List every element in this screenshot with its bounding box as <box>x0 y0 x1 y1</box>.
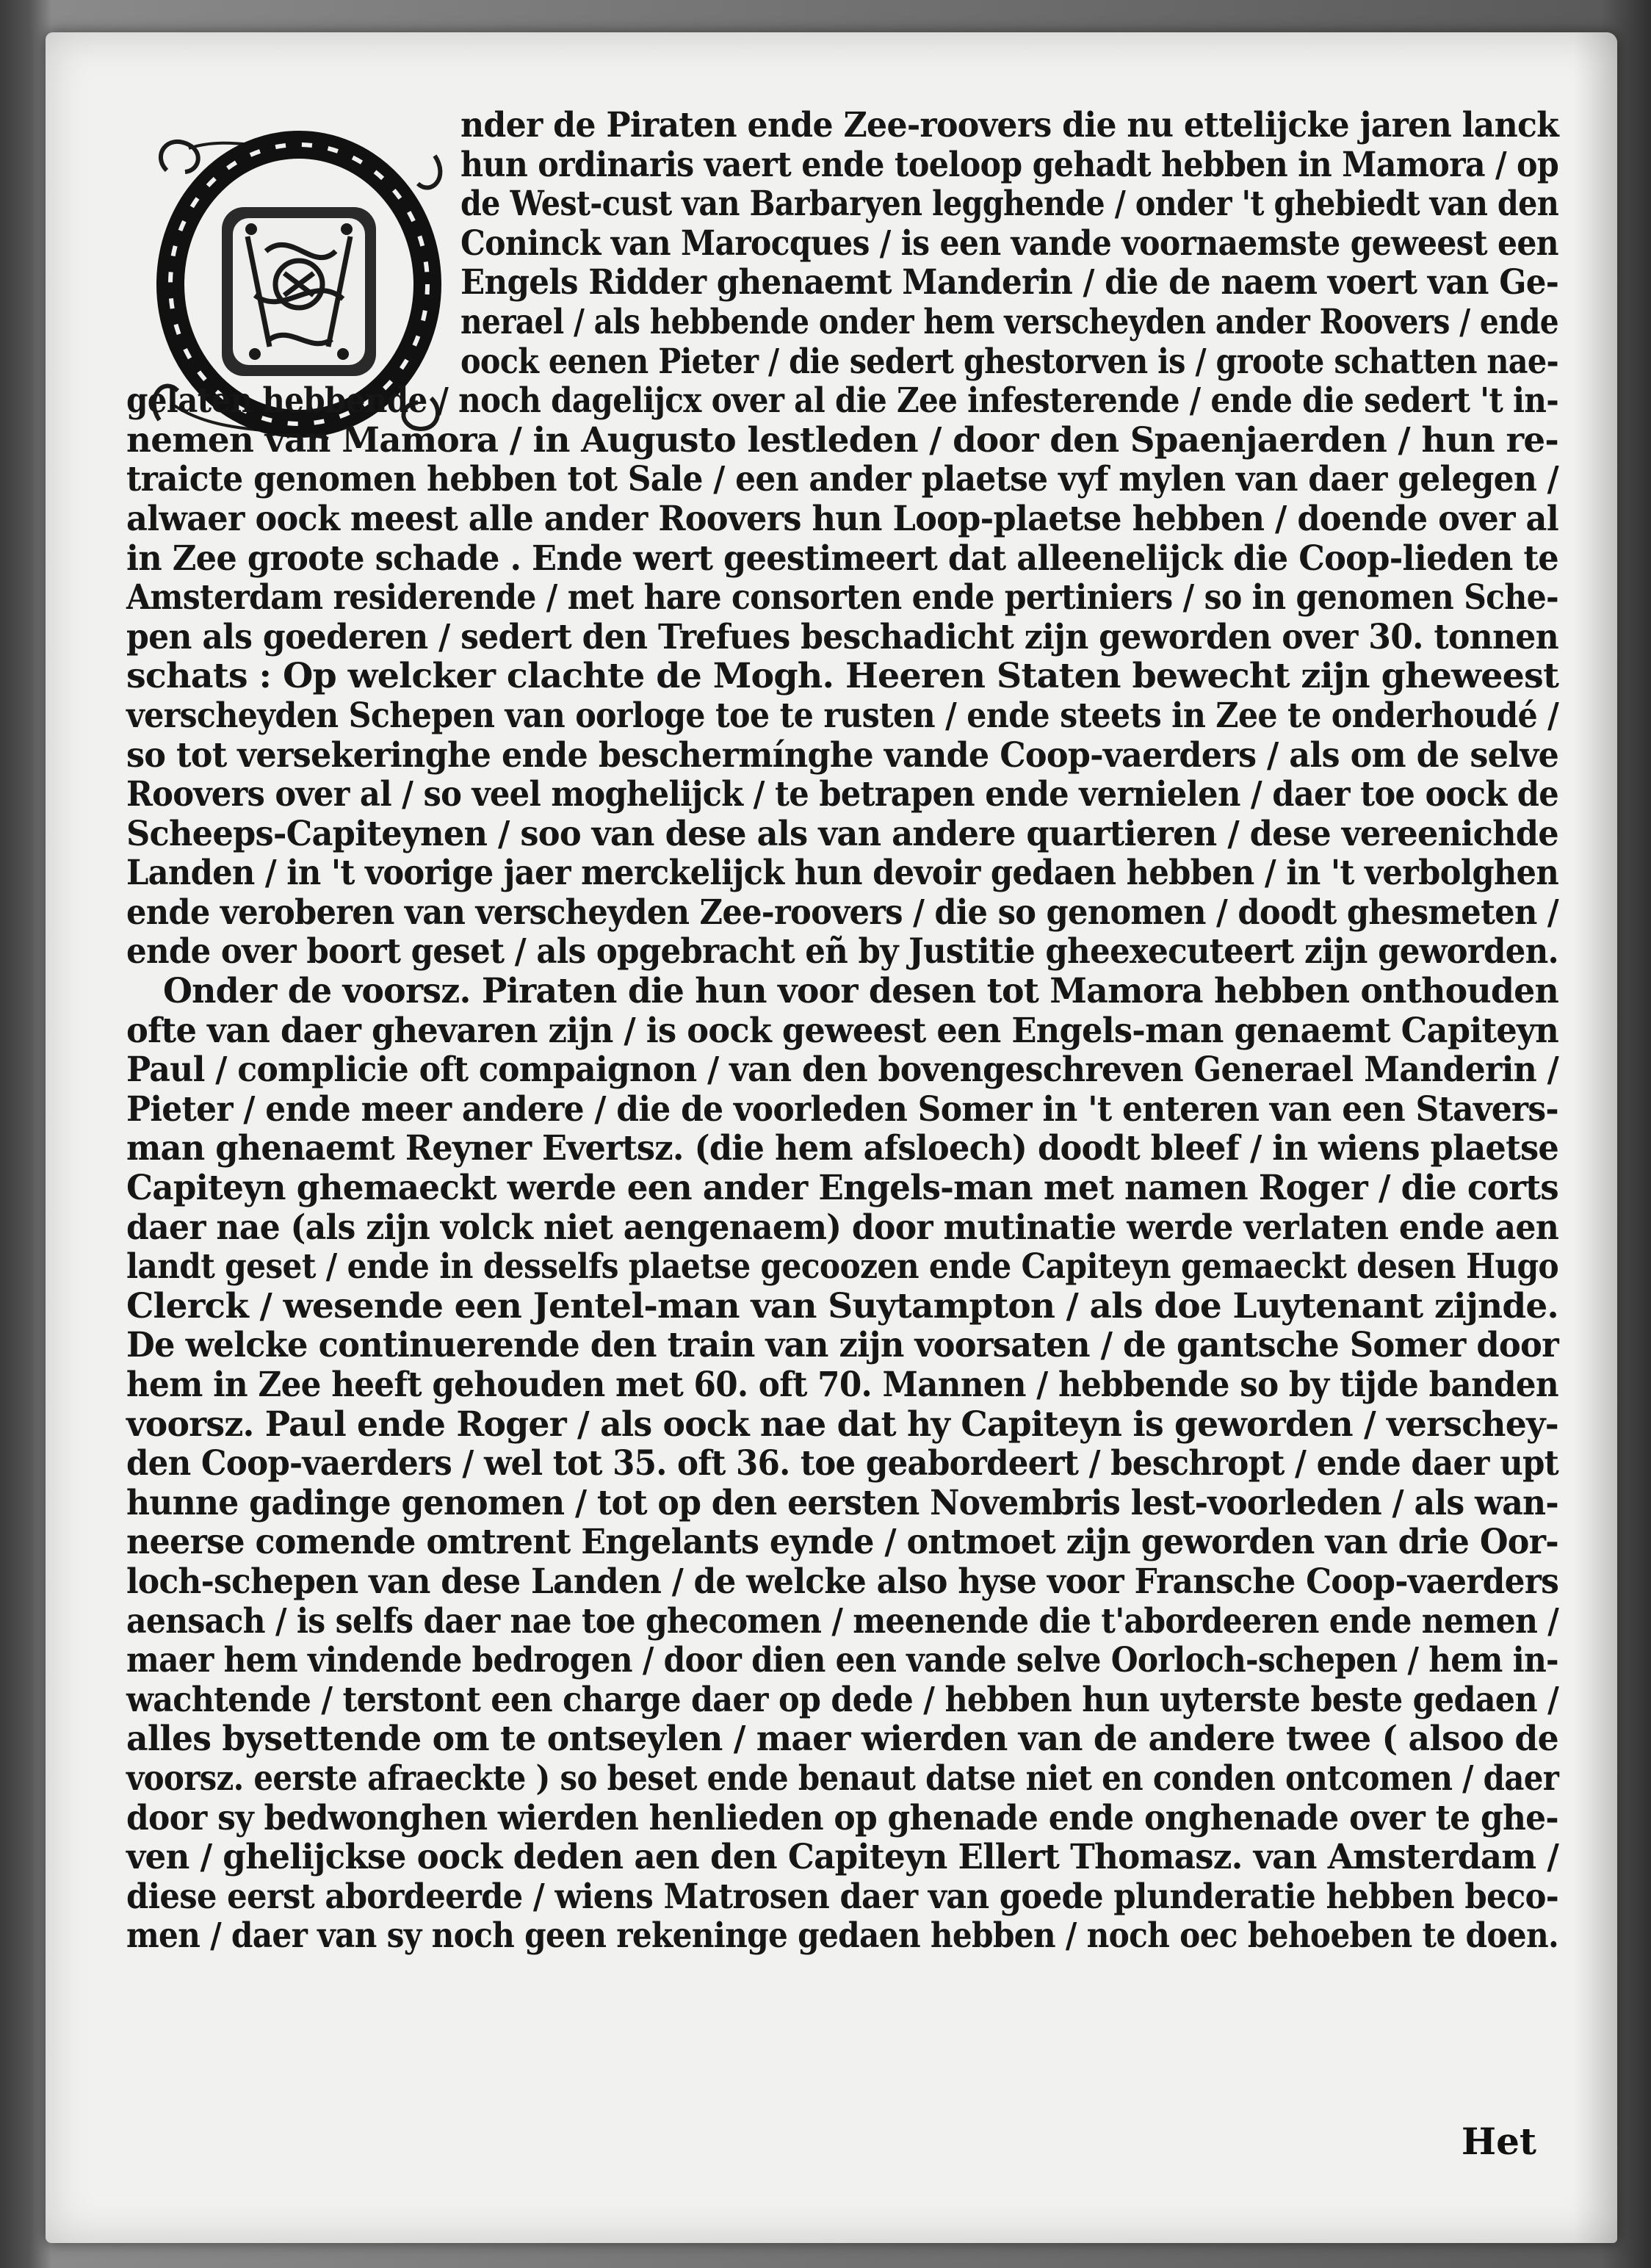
text-line: Engels Ridder ghenaemt Manderin / die de naem voert van Ge- <box>460 262 1559 303</box>
text-line: oock eenen Pieter / die sedert ghestorven is / groote schatten nae- <box>460 341 1558 382</box>
text-line: schats : Op welcker clachte de Mogh. Heeren Staten bewecht zijn gheweest <box>126 656 1559 697</box>
text-line: voorsz. Paul ende Roger / als oock nae dat hy Capiteyn is geworden / verschey- <box>126 1404 1558 1445</box>
text-line: door sy bedwonghen wierden henlieden op ghenade ende onghenade over te ghe- <box>126 1797 1558 1838</box>
text-line: pen als goederen / sedert den Trefues beschadicht zijn geworden over 30. tonnen <box>126 616 1558 657</box>
text-line: Pieter / ende meer andere / die de voorleden Somer in 't enteren van een Stavers- <box>126 1088 1558 1130</box>
text-line: traicte genomen hebben tot Sale / een ander plaetse vyf mylen van daer gelegen / <box>126 459 1559 500</box>
text-line: Scheeps-Capiteynen / soo van dese als van andere quartieren / dese vereenichde <box>126 813 1558 854</box>
text-line: hunne gadinge genomen / tot op den eersten Novembris lest-voorleden / als wan- <box>126 1482 1558 1523</box>
text-line: hem in Zee heeft gehouden met 60. oft 70. Mannen / hebbende so by tijde banden <box>126 1365 1558 1405</box>
text-line: voorsz. eerste afraeckte ) so beset ende benaut datse niet en conden ontcomen / daer <box>126 1758 1559 1799</box>
text-line: neerse comende omtrent Engelants eynde / ontmoet zijn geworden van drie Oor- <box>126 1522 1558 1563</box>
text-line: Amsterdam residerende / met hare consorten ende pertiniers / so in genomen Sche- <box>126 577 1558 618</box>
text-line: nder de Piraten ende Zee-roovers die nu ettelijcke jaren lanck <box>460 105 1559 145</box>
text-line: ende veroberen van verscheyden Zee-roovers / die so genomen / doodt ghesmeten / <box>126 892 1558 933</box>
text-line: De welcke continuerende den train van zijn voorsaten / de gantsche Somer door <box>126 1325 1558 1366</box>
text-line: men / daer van sy noch geen rekeninge gedaen hebben / noch oec behoeben te doen. <box>126 1915 1559 1957</box>
text-line: hun ordinaris vaert ende toeloop gehadt hebben in Mamora / op <box>460 144 1559 185</box>
text-line: ven / ghelijckse oock deden aen den Capiteyn Ellert Thomasz. van Amsterdam / <box>126 1837 1559 1878</box>
text-line: verscheyden Schepen van oorloge toe te rusten / ende steets in Zee te onderhoudé / <box>126 695 1559 736</box>
text-line: loch-schepen van dese Landen / de welcke also hyse voor Fransche Coop-vaerders <box>126 1561 1559 1602</box>
text-line: Clerck / wesende een Jentel-man van Suytampton / als doe Luytenant zijnde. <box>126 1285 1558 1326</box>
text-line: so tot versekeringhe ende beschermínghe vande Coop-vaerders / als om de selve <box>126 734 1559 776</box>
text-line: gelaten hebbende / noch dagelijcx over al die Zee infesterende / ende die sedert 't in- <box>126 380 1558 422</box>
text-line: alles bysettende om te ontseylen / maer wierden van de andere twee ( alsoo de <box>126 1719 1558 1760</box>
text-line: in Zee groote schade . Ende wert geestimeert dat alleenelijck die Coop-lieden te <box>126 538 1558 579</box>
text-line: Roovers over al / so veel moghelijck / te betrapen ende vernielen / daer toe oock de <box>126 774 1558 815</box>
text-line: de West-cust van Barbaryen legghende / onder 't ghebiedt van den <box>460 184 1559 225</box>
text-line: nerael / als hebbende onder hem verscheyden ander Roovers / ende <box>460 301 1558 342</box>
text-line: Paul / complicie oft compaignon / van den bovengeschreven Generael Manderin / <box>126 1050 1559 1091</box>
text-line: Coninck van Marocques / is een vande voornaemste geweest een <box>460 223 1558 264</box>
text-line: diese eerst abordeerde / wiens Matrosen daer van goede plunderatie hebben beco- <box>126 1876 1558 1917</box>
text-line: wachtende / terstont een charge daer op dede / hebben hun uyterste beste gedaen / <box>126 1679 1559 1720</box>
text-line: Capiteyn ghemaeckt werde een ander Engels-man met namen Roger / die corts <box>126 1168 1558 1209</box>
text-line: landt geset / ende in desselfs plaetse gecoozen ende Capiteyn gemaeckt desen Hugo <box>126 1246 1559 1288</box>
text-line: nemen van Mamora / in Augusto lestleden / door den Spaenjaerden / hun re- <box>126 419 1558 461</box>
body-text <box>126 106 1558 1956</box>
text-line: man ghenaemt Reyner Evertsz. (die hem afsloech) doodt bleef / in wiens plaetse <box>126 1128 1559 1169</box>
document-page <box>46 32 1617 2243</box>
text-line: Onder de voorsz. Piraten die hun voor desen tot Mamora hebben onthouden <box>163 971 1559 1012</box>
catchword: Het <box>1461 2120 1536 2163</box>
text-line: ofte van daer ghevaren zijn / is oock geweest een Engels-man genaemt Capiteyn <box>126 1010 1559 1051</box>
text-line: den Coop-vaerders / wel tot 35. oft 36. toe geabordeert / beschropt / ende daer upt <box>126 1443 1558 1484</box>
text-line: alwaer oock meest alle ander Roovers hun Loop-plaetse hebben / doende over al <box>126 498 1558 539</box>
text-line: Landen / in 't voorige jaer merckelijck hun devoir gedaen hebben / in 't verbolghen <box>126 853 1559 894</box>
text-line: daer nae (als zijn volck niet aengenaem) door mutinatie werde verlaten ende aen <box>126 1207 1559 1248</box>
text-line: aensach / is selfs daer nae toe ghecomen / meenende die t'abordeeren ende nemen / <box>126 1600 1559 1642</box>
text-line: ende over boort geset / als opgebracht eñ by Justitie gheexecuteert zijn geworden. <box>126 931 1558 972</box>
text-line: maer hem vindende bedrogen / door dien een vande selve Oorloch-schepen / hem in- <box>126 1640 1558 1681</box>
